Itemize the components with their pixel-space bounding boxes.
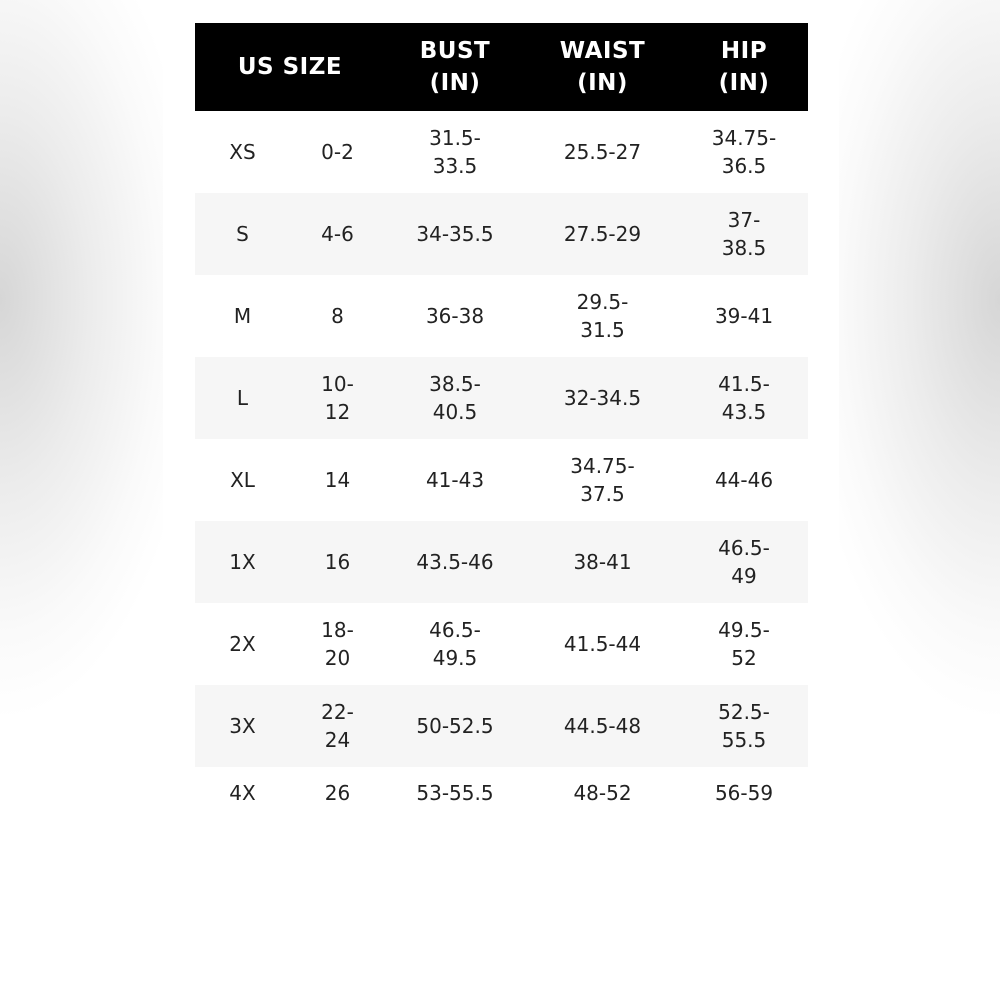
header-us-size: US SIZE [237,54,343,80]
size-label: XS [229,140,256,164]
table-row [195,685,808,767]
us-size-value: 4-6 [321,222,354,246]
waist-value: 34.75- 37.5 [570,454,635,506]
bust-value: 43.5-46 [416,550,494,574]
background-shadow-right [835,0,1000,1000]
hip-value: 44-46 [714,468,774,492]
us-size-value: 10- 12 [321,372,354,424]
size-chart-table [195,23,808,819]
size-label: S [236,222,249,246]
hip-value: 56-59 [714,781,774,805]
size-label: M [233,304,252,328]
background-shadow-left [0,0,165,1000]
bust-value: 41-43 [425,468,485,492]
waist-value: 32-34.5 [563,386,642,410]
us-size-value: 0-2 [321,140,354,164]
us-size-value: 14 [324,468,351,492]
table-row [195,767,808,819]
table-row [195,275,808,357]
table-row [195,603,808,685]
size-label: 2X [229,632,256,656]
us-size-value: 8 [331,304,344,328]
bust-value: 38.5- 40.5 [429,372,481,424]
us-size-value: 18- 20 [321,618,354,670]
bust-value: 34-35.5 [416,222,494,246]
waist-value: 41.5-44 [563,632,642,656]
hip-value: 46.5- 49 [718,536,770,588]
hip-value: 49.5- 52 [718,618,770,670]
bust-value: 36-38 [425,304,485,328]
waist-value: 48-52 [573,781,632,805]
bust-value: 31.5- 33.5 [429,126,481,178]
hip-value: 39-41 [714,304,774,328]
size-label: 1X [229,550,256,574]
table-row [195,193,808,275]
us-size-value: 16 [324,550,351,574]
table-row [195,439,808,521]
waist-value: 25.5-27 [563,140,642,164]
header-bust: BUST (IN) [419,38,491,96]
bust-value: 46.5- 49.5 [429,618,481,670]
waist-value: 38-41 [573,550,632,574]
hip-value: 34.75- 36.5 [711,126,777,178]
us-size-value: 26 [324,781,351,805]
header-waist: WAIST (IN) [559,38,646,96]
waist-value: 27.5-29 [563,222,642,246]
hip-value: 52.5- 55.5 [718,700,770,752]
table-row [195,111,808,193]
table-row [195,357,808,439]
size-label: XL [230,468,255,492]
table-header [195,23,808,111]
hip-value: 37- 38.5 [721,208,767,260]
table-row [195,521,808,603]
us-size-value: 22- 24 [321,700,354,752]
header-hip: HIP (IN) [718,38,770,96]
bust-value: 50-52.5 [416,714,494,738]
bust-value: 53-55.5 [416,781,494,805]
waist-value: 44.5-48 [563,714,642,738]
size-label: 4X [229,781,256,805]
size-label: L [236,386,249,410]
hip-value: 41.5- 43.5 [718,372,770,424]
size-label: 3X [229,714,256,738]
waist-value: 29.5- 31.5 [576,290,629,342]
